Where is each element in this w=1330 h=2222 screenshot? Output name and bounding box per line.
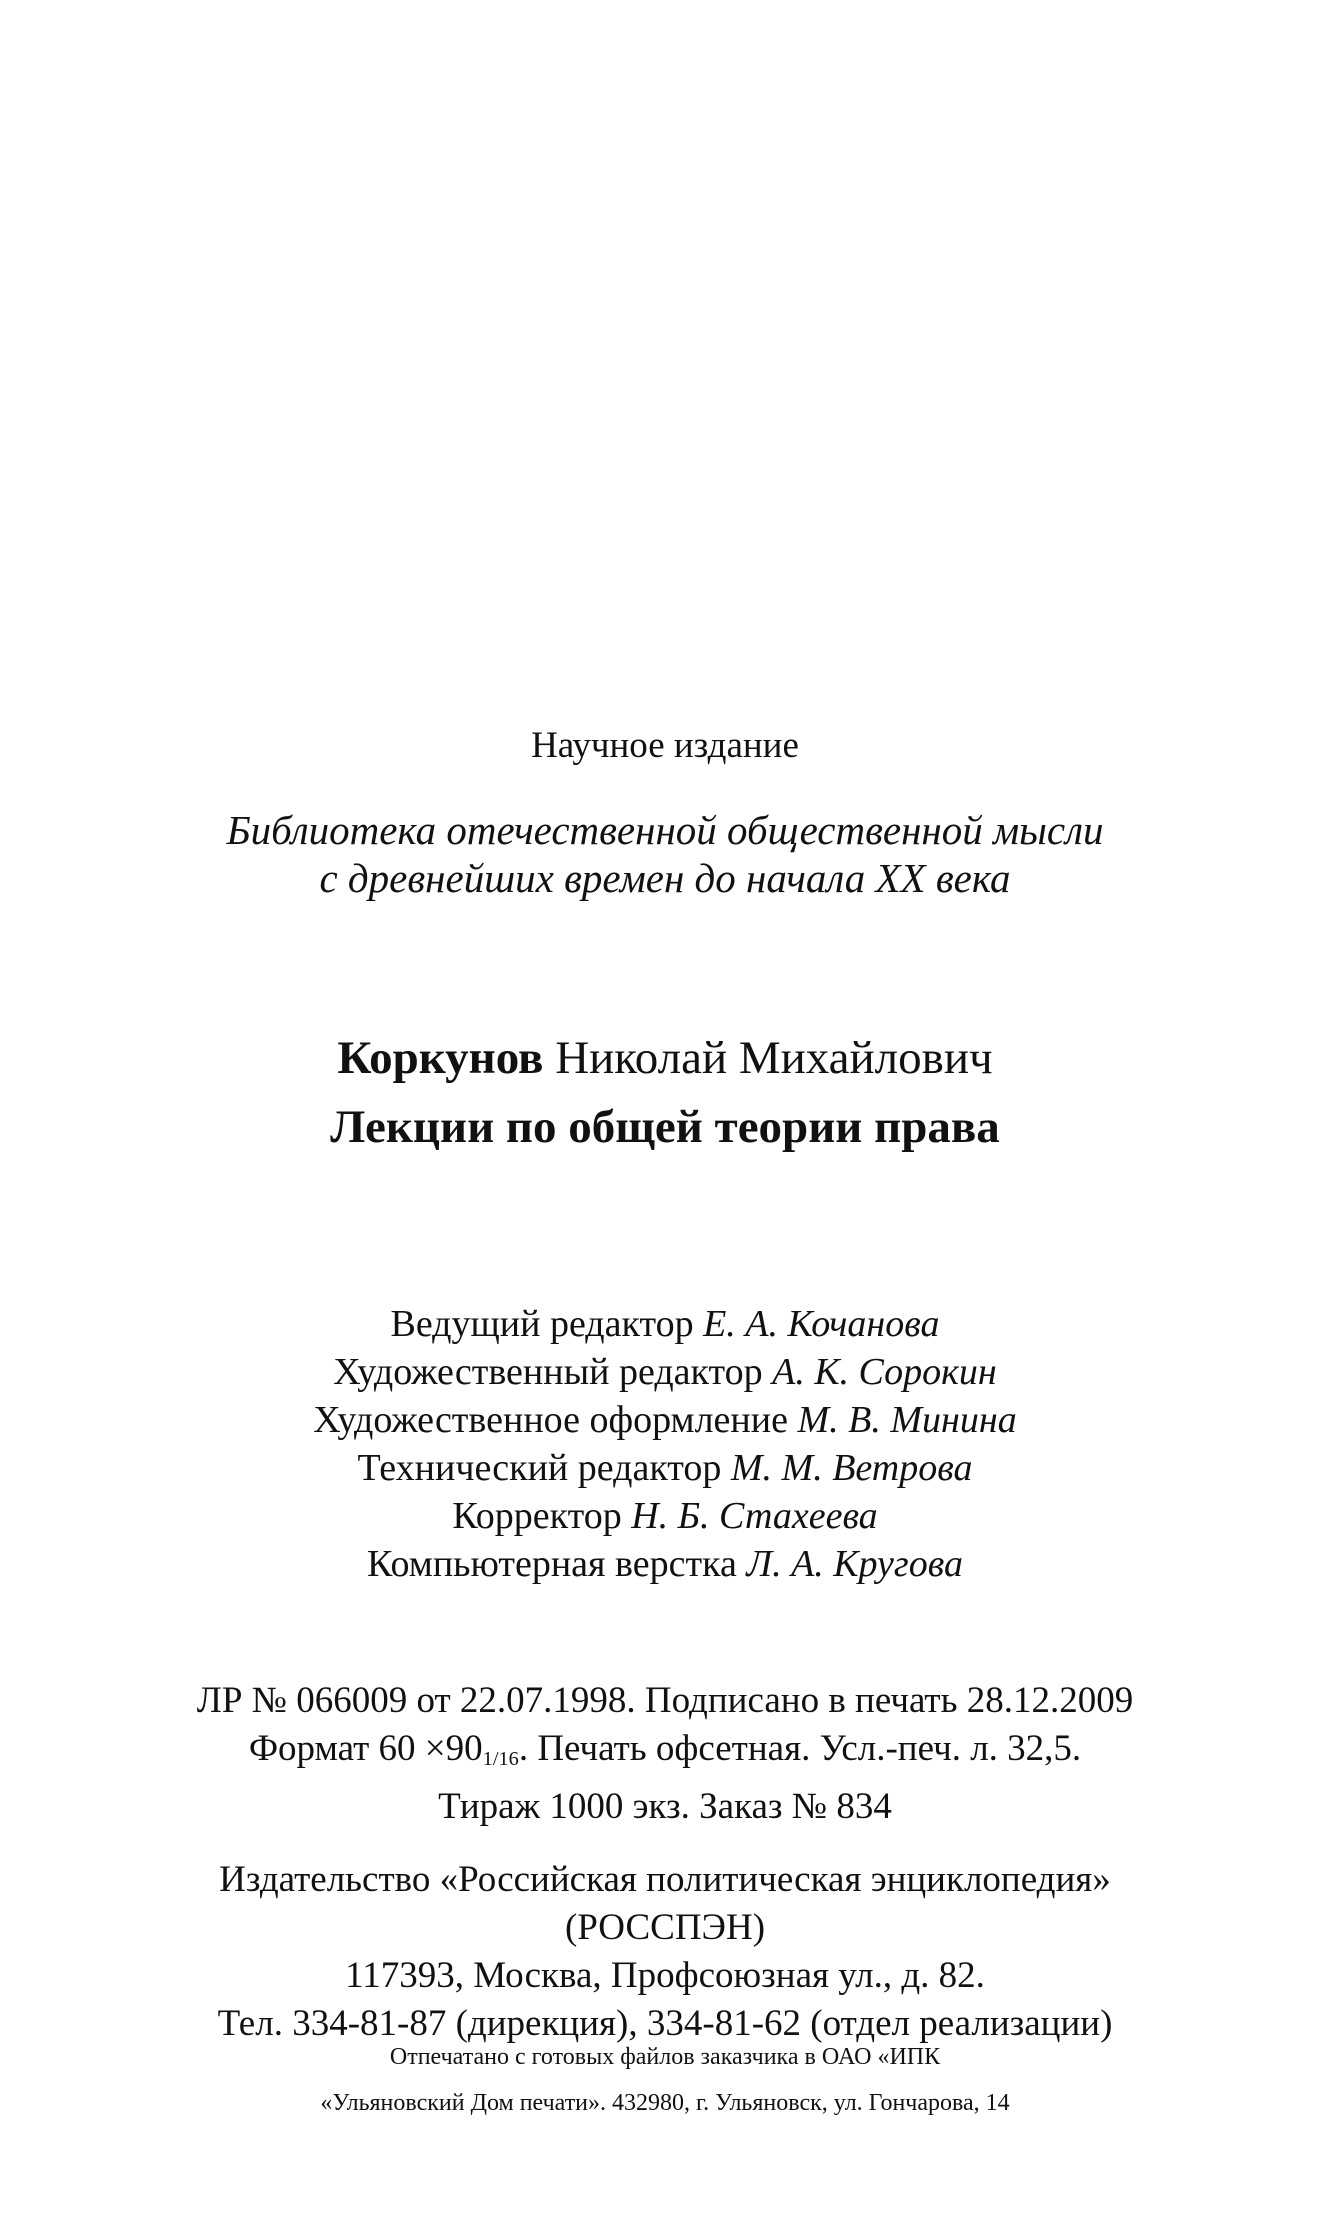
format-fraction: 1/16: [482, 1748, 519, 1771]
author-given-names: Николай Михайлович: [555, 1032, 993, 1084]
credit-role: Технический редактор: [357, 1447, 722, 1489]
series-title-line-1: Библиотека отечественной общественной мысли: [226, 807, 1104, 853]
printer-line-2: «Ульяновский Дом печати». 432980, г. Ульяновск, ул. Гончарова, 14: [320, 2090, 1010, 2116]
author-surname: Коркунов: [337, 1032, 544, 1084]
series-title-line-2: с древнейших времен до начала XX века: [319, 855, 1011, 901]
book-title-block: [0, 1097, 1330, 1157]
publisher-phones: Тел. 334-81-87 (дирекция), 334-81-62 (отдел реализации): [217, 2003, 1113, 2044]
printer-block: [0, 2034, 1330, 2126]
credit-line: [0, 1540, 1330, 1588]
license-line: ЛР № 066009 от 22.07.1998. Подписано в печать 28.12.2009: [196, 1680, 1134, 1721]
printer-line-1: Отпечатано с готовых файлов заказчика в ОАО «ИПК: [389, 2044, 941, 2070]
format-suffix: . Печать офсетная. Усл.-печ. л. 32,5.: [518, 1728, 1082, 1769]
credit-name: Л. А. Кругова: [746, 1543, 963, 1585]
book-title: Лекции по общей теории права: [330, 1101, 1000, 1153]
credit-role: Компьютерная верстка: [367, 1543, 737, 1585]
credit-role: Художественное оформление: [313, 1399, 788, 1441]
credit-name: М. В. Минина: [797, 1399, 1017, 1441]
credit-name: Е. А. Кочанова: [703, 1303, 940, 1345]
publisher-block: [0, 1856, 1330, 2048]
credit-line: [0, 1396, 1330, 1444]
credit-role: Ведущий редактор: [390, 1303, 694, 1345]
author-block: [0, 1028, 1330, 1088]
credit-line: [0, 1348, 1330, 1396]
format-line: [0, 1725, 1330, 1783]
credit-role: Художественный редактор: [333, 1351, 763, 1393]
credit-name: Н. Б. Стахеева: [631, 1495, 878, 1537]
publisher-address: 117393, Москва, Профсоюзная ул., д. 82.: [345, 1955, 985, 1996]
credits-list: [0, 1300, 1330, 1588]
series-title-block: [0, 806, 1330, 902]
publisher-abbr: (РОССПЭН): [564, 1907, 766, 1948]
edition-type: Научное издание: [531, 725, 799, 766]
credit-line: [0, 1300, 1330, 1348]
credit-role: Корректор: [452, 1495, 622, 1537]
credit-name: А. К. Сорокин: [772, 1351, 997, 1393]
edition-type-block: [0, 722, 1330, 770]
credit-name: М. М. Ветрова: [730, 1447, 973, 1489]
credit-line: [0, 1444, 1330, 1492]
publisher-name: Издательство «Российская политическая энциклопедия»: [219, 1859, 1111, 1900]
credit-line: [0, 1492, 1330, 1540]
print-run-line: Тираж 1000 экз. Заказ № 834: [438, 1786, 892, 1828]
author-name: [0, 1028, 1330, 1088]
print-data-block: [0, 1677, 1330, 1831]
format-prefix: Формат 60 ×90: [248, 1728, 483, 1769]
